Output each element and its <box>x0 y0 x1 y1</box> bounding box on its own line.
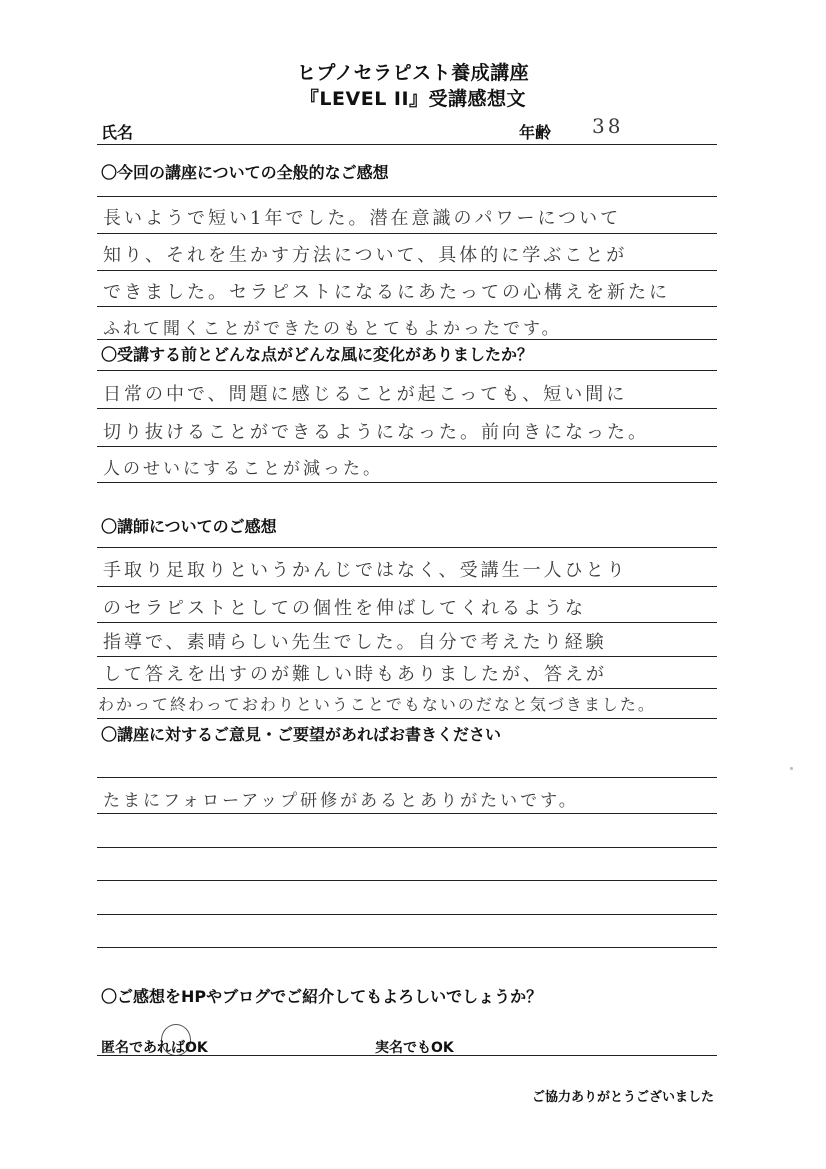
form-subtitle: 『LEVEL II』受講感想文 <box>299 88 527 110</box>
handwritten-line: 人のせいにすることが減った。 <box>103 459 383 479</box>
writing-rule <box>97 586 717 587</box>
handwritten-line: 指導で、素晴らしい先生でした。自分で考えたり経験 <box>103 632 607 653</box>
handwritten-line: 知り、それを生かす方法について、具体的に学ぶことが <box>103 245 628 266</box>
age-label: 年齢 <box>519 123 552 142</box>
handwritten-line: して答えを出すのが難しい時もありましたが、答えが <box>103 664 607 685</box>
writing-rule <box>97 482 717 483</box>
handwritten-line: 日常の中で、問題に感じることが起こっても、短い間に <box>103 384 628 405</box>
age-value: 38 <box>592 114 624 138</box>
writing-rule <box>97 622 717 623</box>
handwritten-line: 切り抜けることができるようになった。前向きになった。 <box>103 422 649 443</box>
section-rule <box>97 370 717 371</box>
section-heading-publish-consent: 〇ご感想をHPやブログでご紹介してもよろしいでしょうか？ <box>101 987 543 1006</box>
section-heading-instructor: 〇講師についてのご感想 <box>101 517 277 536</box>
writing-rule <box>97 408 717 409</box>
writing-rule <box>97 813 717 814</box>
thanks-message: ご協力ありがとうございました <box>531 1090 714 1105</box>
writing-rule <box>97 270 717 271</box>
handwritten-line: 手取り足取りというかんじではなく、受講生一人ひとり <box>103 560 628 581</box>
writing-rule <box>97 947 717 948</box>
writing-rule <box>97 914 717 915</box>
section-rule <box>97 777 717 778</box>
name-label: 氏名 <box>101 123 134 142</box>
writing-rule <box>97 233 717 234</box>
handwritten-line: のセラピストとしての個性を伸ばしてくれるような <box>103 598 586 619</box>
form-title: ヒプノセラピスト養成講座 <box>296 62 530 84</box>
consent-real-name-option: 実名でもOK <box>375 1040 454 1056</box>
consent-anonymous-option: 匿名であればOK <box>101 1040 208 1056</box>
writing-rule <box>97 339 717 340</box>
writing-rule <box>97 306 717 307</box>
writing-rule <box>97 446 717 447</box>
writing-rule <box>97 656 717 657</box>
writing-rule <box>97 880 717 881</box>
section-rule <box>97 547 717 548</box>
section-heading-overall: 〇今回の講座についての全般的なご感想 <box>101 163 389 182</box>
writing-rule <box>97 688 717 689</box>
writing-rule <box>97 718 717 719</box>
handwritten-line: わかって終わっておわりということでもないのだなと気づきました。 <box>98 695 656 714</box>
scan-speck <box>790 767 793 770</box>
handwritten-line: 長いようで短い1年でした。潜在意識のパワーについて <box>103 208 622 229</box>
section-heading-feedback: 〇講座に対するご意見・ご要望があればお書きください <box>101 725 502 744</box>
handwritten-line: できました。セラピストになるにあたっての心構えを新たに <box>103 282 670 303</box>
handwritten-line: たまにフォローアップ研修があるとありがたいです。 <box>103 791 579 811</box>
consent-rule <box>97 1055 717 1056</box>
section-heading-change: 〇受講する前とどんな点がどんな風に変化がありましたか？ <box>101 345 534 364</box>
handwritten-line: ふれて聞くことができたのもとてもよかったです。 <box>103 319 562 339</box>
section-rule <box>97 196 717 197</box>
writing-rule <box>97 847 717 848</box>
name-age-rule <box>97 144 717 145</box>
